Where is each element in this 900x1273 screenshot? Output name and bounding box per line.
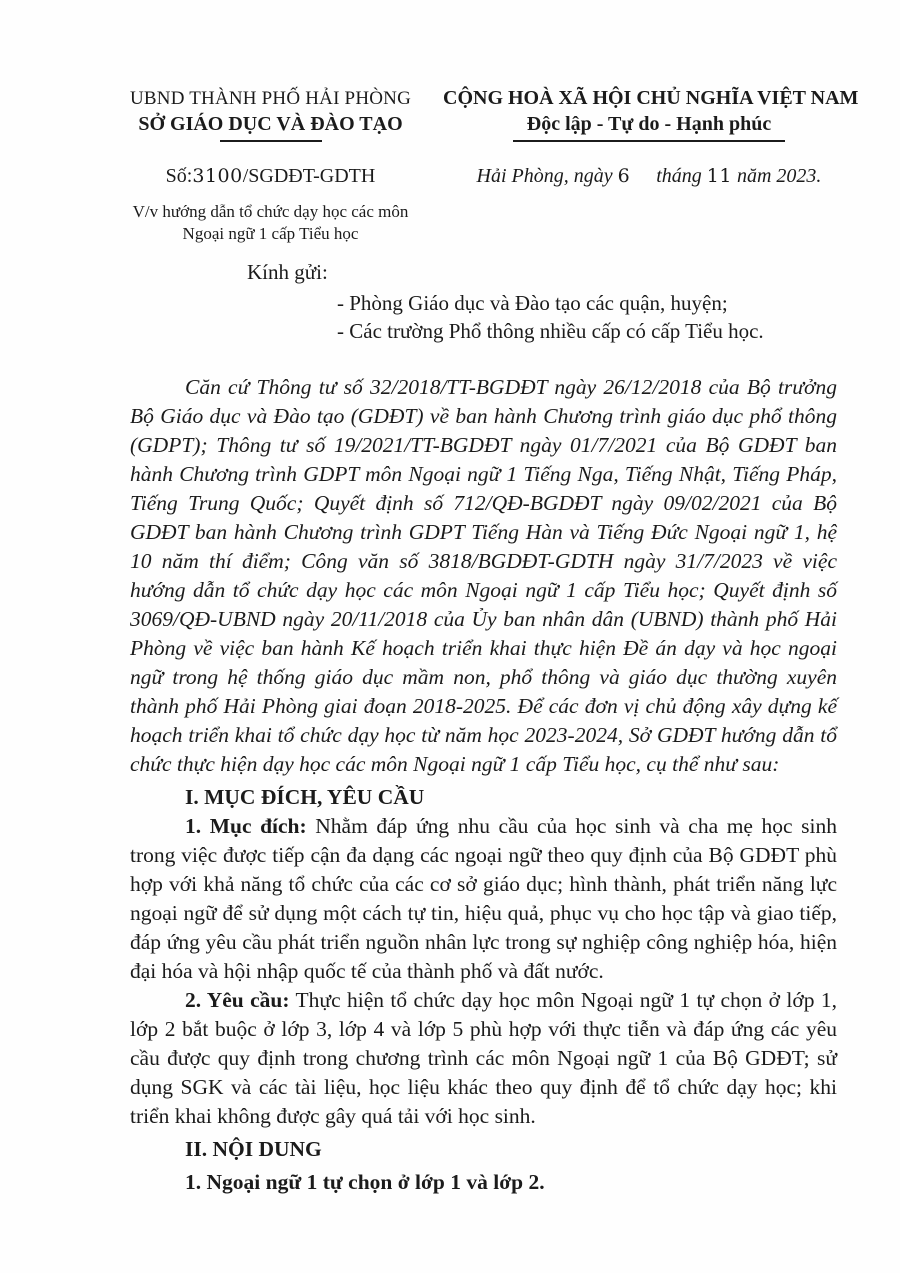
agency-underline-rule [220, 140, 322, 142]
recipient-item: - Các trường Phổ thông nhiều cấp có cấp Tiểu học. [337, 319, 764, 343]
document-number-label: Số: [165, 165, 193, 187]
salutation-label: Kính gửi: [247, 260, 328, 284]
document-number-suffix: /SGDĐT-GDTH [242, 165, 376, 187]
section-2-heading: II. NỘI DUNG [185, 1137, 322, 1161]
motto-underline-rule [513, 140, 785, 142]
date-day-value: 6 [617, 165, 631, 187]
section-1-heading: I. MỤC ĐÍCH, YÊU CẦU [185, 785, 425, 809]
purpose-text: Nhằm đáp ứng nhu cầu của học sinh và cha mẹ học sinh trong việc được tiếp cận đa dạng các ngoại ngữ theo quy định của Bộ GDĐT phù hợp với khả năng tổ chức của các cơ sở giáo dục; hình thành, phát triển năng lực ngoại ngữ để sử dụng một cách tự tin, hiệu quả, phục vụ cho học tập và giao tiếp, đáp ứng yêu cầu phát triển nguồn nhân lực trong sự nghiệp công nghiệp hóa, hiện đại hóa và hội nhập quốc tế của thành phố và đất nước. [130, 814, 837, 983]
national-header-block [443, 86, 859, 245]
purpose-paragraph [130, 812, 837, 986]
recipient-item: - Phòng Giáo dục và Đào tạo các quận, huyện; [337, 291, 728, 315]
subject-line-2: Ngoại ngữ 1 cấp Tiểu học [182, 224, 359, 243]
salutation-block [0, 258, 900, 345]
date-year-text: năm 2023. [736, 165, 822, 187]
place-date-prefix: Hải Phòng, ngày [476, 165, 613, 187]
date-month-value: 11 [706, 165, 732, 187]
document-subject [98, 201, 443, 245]
agency-parent-name: UBND THÀNH PHỐ HẢI PHÒNG [129, 88, 411, 109]
place-date-line [443, 163, 855, 189]
date-month-label: tháng [656, 165, 702, 187]
national-title: CỘNG HOÀ XÃ HỘI CHỦ NGHĨA VIỆT NAM [443, 87, 859, 109]
agency-name: SỞ GIÁO DỤC VÀ ĐÀO TẠO [138, 113, 403, 135]
document-number-value: 3100 [192, 165, 243, 187]
purpose-label: 1. Mục đích: [185, 814, 307, 838]
requirement-paragraph [130, 986, 837, 1131]
issuing-agency-block [98, 86, 443, 245]
section-2-item-1: 1. Ngoại ngữ 1 tự chọn ở lớp 1 và lớp 2. [185, 1170, 545, 1194]
document-number-line [98, 163, 443, 189]
document-header [0, 86, 900, 245]
subject-line-1: V/v hướng dẫn tổ chức dạy học các môn [132, 202, 409, 221]
national-motto: Độc lập - Tự do - Hạnh phúc [526, 113, 772, 135]
requirement-label: 2. Yêu cầu: [185, 988, 290, 1012]
requirement-text: Thực hiện tổ chức dạy học môn Ngoại ngữ 1 tự chọn ở lớp 1, lớp 2 bắt buộc ở lớp 3, lớp 4 và lớp 5 phù hợp với thực tiễn và đáp ứng các yêu cầu được quy định trong chương trình các môn Ngoại ngữ 1 của Bộ GDĐT; sử dụng SGK và các tài liệu, học liệu khác theo quy định để tổ chức dạy học; khi triển khai không được gây quá tải với học sinh. [130, 988, 838, 1128]
recipient-list [337, 289, 900, 345]
legal-preamble-paragraph: Căn cứ Thông tư số 32/2018/TT-BGDĐT ngày 26/12/2018 của Bộ trưởng Bộ Giáo dục và Đào tạo (GDĐT) về ban hành Chương trình giáo dục phổ thông (GDPT); Thông tư số 19/2021/TT-BGDĐT ngày 01/7/2021 của Bộ GDĐT ban hành Chương trình GDPT môn Ngoại ngữ 1 Tiếng Nga, Tiếng Nhật, Tiếng Pháp, Tiếng Trung Quốc; Quyết định số 712/QĐ-BGDĐT ngày 09/02/2021 của Bộ GDĐT ban hành Chương trình GDPT Tiếng Hàn và Tiếng Đức Ngoại ngữ 1, hệ 10 năm thí điểm; Công văn số 3818/BGDĐT-GDTH ngày 31/7/2023 về việc hướng dẫn tổ chức dạy học các môn Ngoại ngữ 1 cấp Tiểu học; Quyết định số 3069/QĐ-UBND ngày 20/11/2018 của Ủy ban nhân dân (UBND) thành phố Hải Phòng về việc ban hành Kế hoạch triển khai thực hiện Đề án dạy và học ngoại ngữ trong hệ thống giáo dục mầm non, phổ thông và giáo dục thường xuyên thành phố Hải Phòng giai đoạn 2018-2025. Để các đơn vị chủ động xây dựng kế hoạch triển khai tổ chức dạy học từ năm học 2023-2024, Sở GDĐT hướng dẫn tổ chức thực hiện dạy học các môn Ngoại ngữ 1 cấp Tiểu học, cụ thể như sau: [130, 375, 837, 776]
